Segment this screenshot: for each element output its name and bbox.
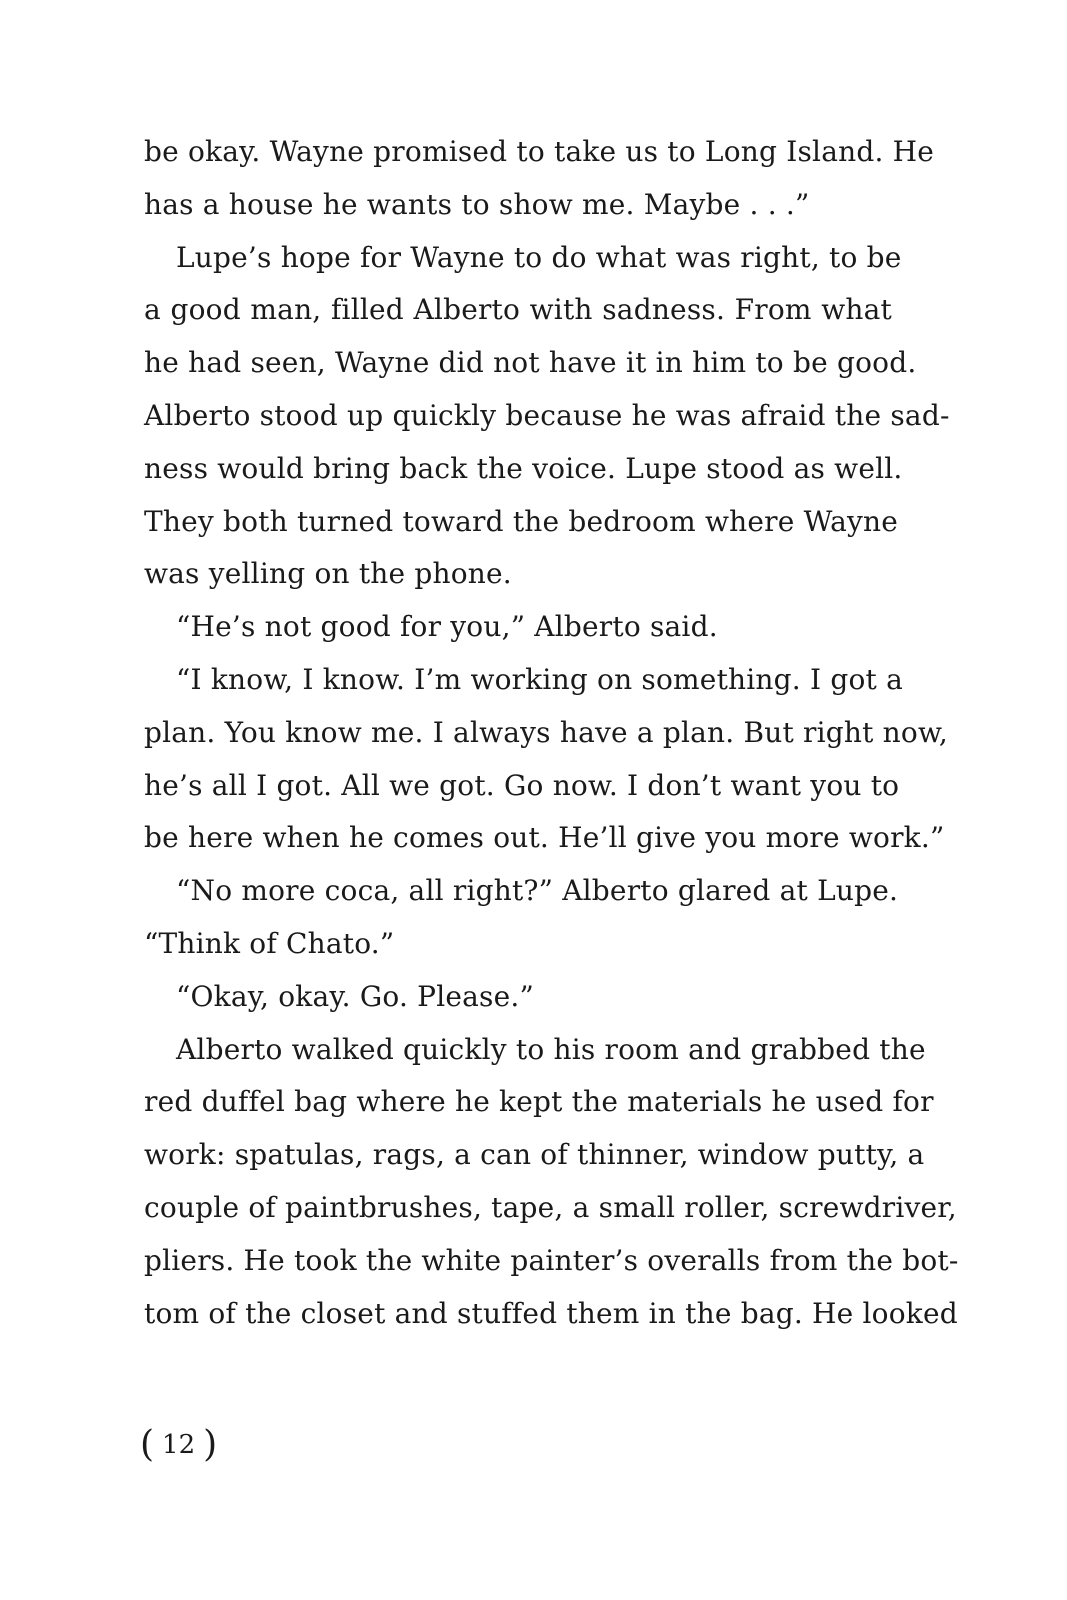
text-line: couple of paintbrushes, tape, a small roller, screwdriver, bbox=[144, 1190, 957, 1224]
text-line: Lupe’s hope for Wayne to do what was right, to be bbox=[176, 240, 902, 274]
text-line: red duffel bag where he kept the materials he used for bbox=[144, 1085, 934, 1119]
text-line: ness would bring back the voice. Lupe stood as well. bbox=[144, 451, 903, 485]
body-text bbox=[144, 126, 959, 1340]
text-line: he had seen, Wayne did not have it in him to be good. bbox=[144, 346, 917, 380]
text-line: Alberto stood up quickly because he was afraid the sad- bbox=[144, 398, 950, 432]
text-line: a good man, filled Alberto with sadness. From what bbox=[144, 293, 892, 327]
text-line: was yelling on the phone. bbox=[144, 557, 512, 591]
page-number-close-paren: ) bbox=[203, 1424, 218, 1465]
text-line: “Think of Chato.” bbox=[144, 926, 395, 960]
text-line: Alberto walked quickly to his room and grabbed the bbox=[176, 1032, 926, 1066]
page-number-open-paren: ( bbox=[140, 1424, 155, 1465]
text-line: be okay. Wayne promised to take us to Long Island. He bbox=[144, 135, 935, 168]
text-line: he’s all I got. All we got. Go now. I don’t want you to bbox=[144, 768, 900, 802]
text-line: pliers. He took the white painter’s overalls from the bot- bbox=[144, 1243, 959, 1277]
page-number bbox=[140, 1424, 218, 1465]
page-number-value: 12 bbox=[162, 1430, 196, 1460]
text-line: “I know, I know. I’m working on something. I got a bbox=[176, 662, 903, 696]
text-line: work: spatulas, rags, a can of thinner, window putty, a bbox=[144, 1138, 925, 1172]
text-line: “He’s not good for you,” Alberto said. bbox=[176, 610, 718, 644]
text-line: plan. You know me. I always have a plan. But right now, bbox=[144, 715, 948, 749]
text-line: “Okay, okay. Go. Please.” bbox=[176, 979, 534, 1013]
text-line: be here when he comes out. He’ll give you more work.” bbox=[144, 821, 945, 855]
text-line: tom of the closet and stuffed them in the bag. He looked bbox=[144, 1296, 958, 1330]
text-line: They both turned toward the bedroom where Wayne bbox=[144, 504, 899, 538]
text-line: has a house he wants to show me. Maybe . . .” bbox=[144, 187, 810, 221]
text-line: “No more coca, all right?” Alberto glared at Lupe. bbox=[176, 874, 899, 908]
